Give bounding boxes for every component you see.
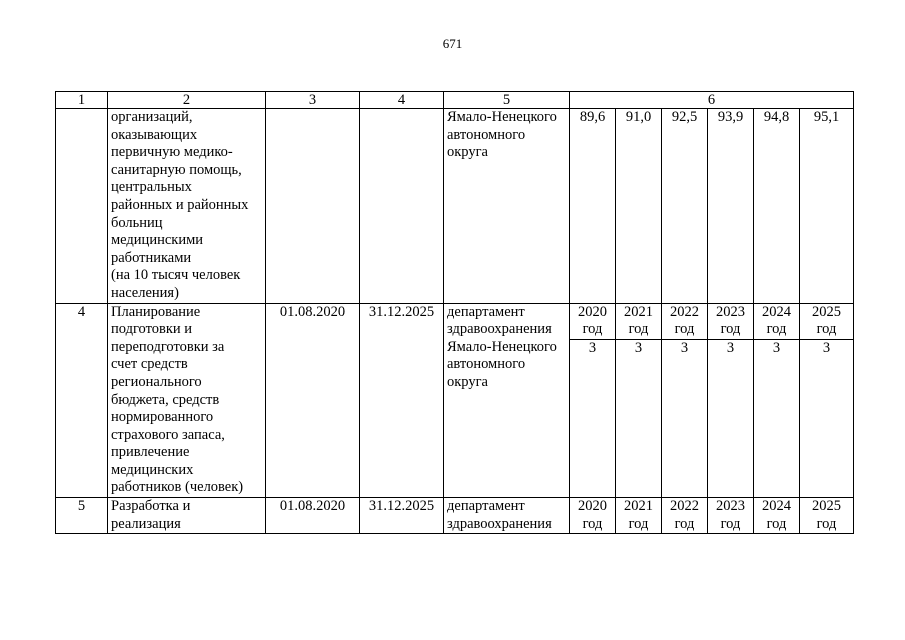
value-cell: 3	[616, 340, 662, 498]
year-cell: 2025 год	[800, 303, 854, 340]
table-row	[56, 303, 854, 340]
end-date-cell: 31.12.2025	[360, 498, 444, 534]
responsible-cell: департамент здравоохранения Ямало-Ненецкого автономного округа	[444, 303, 570, 498]
value-cell: 91,0	[616, 109, 662, 304]
year-cell: 2022 год	[662, 303, 708, 340]
row-number-cell	[56, 109, 108, 304]
end-date-cell	[360, 109, 444, 304]
value-cell: 3	[662, 340, 708, 498]
start-date-cell	[266, 109, 360, 304]
year-cell: 2020 год	[570, 303, 616, 340]
header-col-2: 2	[108, 92, 266, 109]
value-cell: 3	[570, 340, 616, 498]
page-number: 671	[442, 36, 463, 51]
header-col-5: 5	[444, 92, 570, 109]
row-number-cell: 4	[56, 303, 108, 498]
table-header-row	[56, 92, 854, 109]
value-cell: 3	[754, 340, 800, 498]
value-cell: 95,1	[800, 109, 854, 304]
year-cell: 2021 год	[616, 498, 662, 534]
responsible-cell: департамент здравоохранения	[444, 498, 570, 534]
value-cell: 3	[800, 340, 854, 498]
header-col-4: 4	[360, 92, 444, 109]
value-cell: 3	[708, 340, 754, 498]
event-description-cell: организаций, оказывающих первичную медико- санитарную помощь, центральных районных и районных больниц медицинскими работниками (на 10 тысяч человек населения)	[108, 109, 266, 304]
end-date-cell: 31.12.2025	[360, 303, 444, 498]
table-row	[56, 109, 854, 304]
value-cell: 92,5	[662, 109, 708, 304]
header-col-1: 1	[56, 92, 108, 109]
row-number-cell: 5	[56, 498, 108, 534]
year-cell: 2024 год	[754, 498, 800, 534]
year-cell: 2025 год	[800, 498, 854, 534]
start-date-cell: 01.08.2020	[266, 303, 360, 498]
document-table	[55, 91, 854, 534]
value-cell: 93,9	[708, 109, 754, 304]
event-description-cell: Разработка и реализация	[108, 498, 266, 534]
year-cell: 2020 год	[570, 498, 616, 534]
table-row	[56, 498, 854, 534]
start-date-cell: 01.08.2020	[266, 498, 360, 534]
year-cell: 2022 год	[662, 498, 708, 534]
event-description-cell: Планирование подготовки и переподготовки за счет средств регионального бюджета, средств нормированного страхового запаса, привлечение медицинских работников (человек)	[108, 303, 266, 498]
year-cell: 2021 год	[616, 303, 662, 340]
header-col-3: 3	[266, 92, 360, 109]
header-col-6: 6	[570, 92, 854, 109]
year-cell: 2024 год	[754, 303, 800, 340]
value-cell: 94,8	[754, 109, 800, 304]
value-cell: 89,6	[570, 109, 616, 304]
year-cell: 2023 год	[708, 303, 754, 340]
year-cell: 2023 год	[708, 498, 754, 534]
responsible-cell: Ямало-Ненецкого автономного округа	[444, 109, 570, 304]
